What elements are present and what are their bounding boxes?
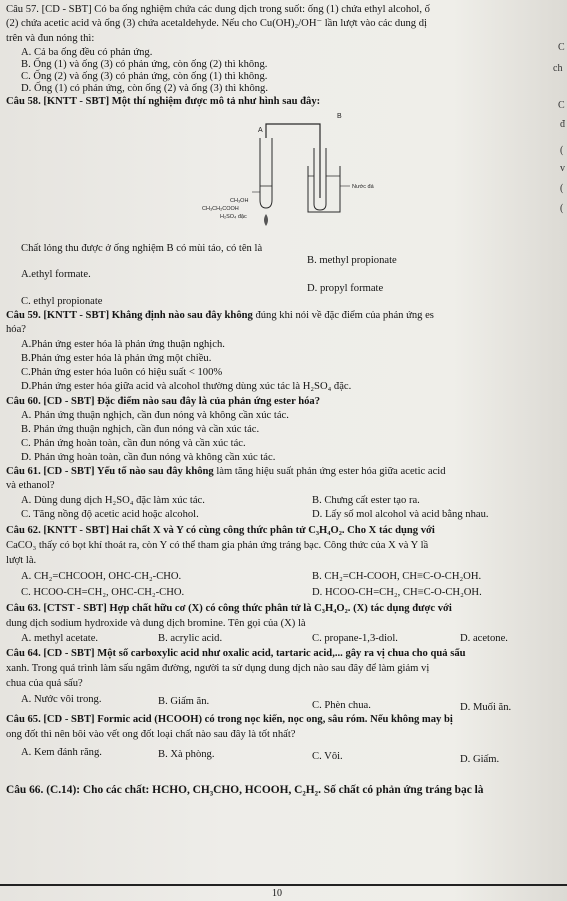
margin-letter: C bbox=[558, 100, 565, 111]
q60-stem-text: Câu 60. [CD - SBT] Đặc điểm nào sau đây là của phản ứng ester hóa? bbox=[6, 396, 321, 407]
q63-line1: Câu 63. [CTST - SBT] Hợp chất hữu cơ (X) có công thức phân tử là C₃H₄O₂. (X) tác dụng được với bbox=[6, 603, 452, 614]
q64-line2: xanh. Trong quá trình làm sấu ngâm đường, người ta sử dụng dung dịch nào sau đây để làm giảm vị bbox=[6, 663, 430, 674]
delivery-tube bbox=[266, 124, 320, 198]
q63-option-a: A. methyl acetate. bbox=[21, 633, 99, 644]
label-b: B bbox=[337, 113, 342, 120]
q57-option-d: D. Ống (1) có phản ứng, còn ống (2) và ống (3) thì không. bbox=[21, 83, 268, 94]
q58-option-a: A.ethyl formate. bbox=[21, 269, 91, 280]
q60-option-d: D. Phản ứng hoàn toàn, cần đun nóng và không cần xúc tác. bbox=[21, 452, 276, 463]
q58-option-b bbox=[21, 255, 397, 267]
q59-option-b: B.Phản ứng ester hóa là phản ứng một chiều. bbox=[21, 353, 212, 364]
q65-line2: ong đốt thì nên bôi vào vết ong đốt loại chất nào sau đây là tốt nhất? bbox=[6, 729, 296, 740]
q61-option-d: D. Lấy số mol alcohol và acid bằng nhau. bbox=[312, 509, 489, 520]
q61-stem-post: làm tăng hiệu suất phản ứng ester hóa giữa acetic acid bbox=[213, 466, 446, 477]
margin-letter: ( bbox=[560, 183, 564, 194]
q58-question: Chất lỏng thu được ở ống nghiệm B có mùi táo, có tên là bbox=[21, 243, 263, 254]
q59-option-a: A.Phản ứng ester hóa là phản ứng thuận nghịch. bbox=[21, 339, 225, 350]
reagent-h2so4: H₂SO₄ đặc bbox=[220, 214, 247, 220]
margin-letter: ( bbox=[560, 203, 564, 214]
q57-line3: trên và đun nóng thì: bbox=[6, 33, 95, 44]
q60-stem bbox=[6, 396, 320, 408]
q61-stem-pre: Câu 61. [CD - SBT] Yếu tố nào sau đây bbox=[6, 466, 186, 477]
q62-line2: CaCO₃ thấy có bọt khí thoát ra, còn Y có thể tham gia phản ứng tráng bạc. Công thức của X và Y lầ bbox=[6, 540, 429, 551]
margin-letter: đ bbox=[560, 119, 565, 130]
q63-option-d: D. acetone. bbox=[460, 633, 508, 644]
q64-option-c: C. Phèn chua. bbox=[312, 700, 371, 711]
margin-letter: v bbox=[560, 163, 565, 174]
q57-line2: (2) chứa acetic acid và ống (3) chứa acetaldehyde. Nếu cho Cu(OH)₂/OH⁻ lần lượt vào các dung dị bbox=[6, 18, 427, 29]
label-a: A bbox=[258, 127, 263, 134]
q58-stem: Câu 58. [KNTT - SBT] Một thí nghiệm được mô tả như hình sau đây: bbox=[6, 96, 321, 107]
q65-option-d: D. Giấm. bbox=[460, 754, 500, 765]
q58-option-c: C. ethyl propionate bbox=[21, 296, 103, 307]
q62-option-c: C. HCOO-CH=CH₂, OHC-CH₂-CHO. bbox=[21, 587, 185, 598]
q57-option-b: B. Ống (1) và ống (3) có phản ứng, còn ống (2) thì không. bbox=[21, 59, 268, 70]
reagent-propionic-acid: CH₃CH₂COOH bbox=[202, 206, 239, 212]
q62-line3: lượt là. bbox=[6, 555, 37, 566]
ice-water-beaker bbox=[308, 166, 340, 212]
q66-line1: Câu 66. (C.14): Cho các chất: HCHO, CH₃CHO, HCOOH, C₂H₂. Số chất có phản ứng tráng bạc là bbox=[6, 784, 484, 796]
q58-option-d-text: D. propyl formate bbox=[307, 283, 384, 294]
q59-stem-post: đúng khi nói về đặc điểm của phản ứng es bbox=[252, 310, 434, 321]
q64-option-a: A. Nước vôi trong. bbox=[21, 694, 102, 705]
q59-stem-pre: Câu 59. [KNTT - SBT] Khẳng định nào sau đây bbox=[6, 310, 225, 321]
q60-option-c: C. Phản ứng hoàn toàn, cần đun nóng và cần xúc tác. bbox=[21, 438, 246, 449]
q57-line1: Câu 57. [CD - SBT] Có ba ống nghiệm chứa các dung dịch trong suốt: ống (1) chứa ethyl alcohol, ố bbox=[6, 4, 430, 15]
q59-line1 bbox=[6, 310, 434, 322]
q63-option-c: C. propane-1,3-diol. bbox=[312, 633, 398, 644]
q58-option-b-text: B. methyl propionate bbox=[307, 255, 397, 266]
margin-letter: ch bbox=[553, 63, 563, 74]
q64-line3: chua của quả sấu? bbox=[6, 678, 83, 689]
q61-line1 bbox=[6, 466, 446, 478]
q62-option-a: A. CH₂=CHCOOH, OHC-CH₂-CHO. bbox=[21, 571, 182, 582]
ice-water-label: Nước đá bbox=[352, 184, 374, 190]
q59-line2: hóa? bbox=[6, 324, 26, 335]
q64-option-d: D. Muối ăn. bbox=[460, 702, 512, 713]
q65-option-b: B. Xà phòng. bbox=[158, 749, 215, 760]
q59-option-c: C.Phản ứng ester hóa luôn có hiệu suất < 100% bbox=[21, 367, 223, 378]
q61-option-b: B. Chưng cất ester tạo ra. bbox=[312, 495, 420, 506]
q64-line1: Câu 64. [CD - SBT] Một số carboxylic acid như oxalic acid, tartaric acid,... gây ra vị chua cho quả sấu bbox=[6, 648, 466, 659]
q57-option-a: A. Cả ba ống đều có phản ứng. bbox=[21, 47, 153, 58]
flame-icon bbox=[264, 214, 268, 226]
q62-line1: Câu 62. [KNTT - SBT] Hai chất X và Y có cùng công thức phân tử C₃H₄O₂. Cho X tác dụng với bbox=[6, 525, 435, 536]
footer-rule bbox=[0, 884, 567, 886]
q61-option-c: C. Tăng nồng độ acetic acid hoặc alcohol. bbox=[21, 509, 199, 520]
q60-option-a: A. Phản ứng thuận nghịch, cần đun nóng và không cần xúc tác. bbox=[21, 410, 289, 421]
page-number: 10 bbox=[272, 888, 282, 899]
q61-stem-bold: không bbox=[185, 466, 214, 477]
q61-line2: và ethanol? bbox=[6, 480, 55, 491]
q65-option-a: A. Kem đánh răng. bbox=[21, 747, 102, 758]
distillation-apparatus-figure bbox=[200, 108, 380, 228]
margin-letter: ( bbox=[560, 145, 564, 156]
q63-option-b: B. acrylic acid. bbox=[158, 633, 223, 644]
q60-option-b: B. Phản ứng thuận nghịch, cần đun nóng và cần xúc tác. bbox=[21, 424, 260, 435]
q61-option-a: A. Dùng dung dịch H₂SO₄ đặc làm xúc tác. bbox=[21, 495, 205, 506]
q63-line2: dung dịch sodium hydroxide và dung dịch bromine. Tên gọi của (X) là bbox=[6, 618, 306, 629]
q62-option-b: B. CH₂=CH-COOH, CH≡C-O-CH₂OH. bbox=[312, 571, 482, 582]
q64-option-b: B. Giấm ăn. bbox=[158, 696, 210, 707]
q59-option-d: D.Phản ứng ester hóa giữa acid và alcohol thường dùng xúc tác là H₂SO₄ đặc. bbox=[21, 381, 352, 392]
q57-option-c: C. Ống (2) và ống (3) có phản ứng, còn ống (1) thì không. bbox=[21, 71, 268, 82]
q65-line1: Câu 65. [CD - SBT] Formic acid (HCOOH) có trong nọc kiến, nọc ong, sâu róm. Nếu không may bị bbox=[6, 714, 453, 725]
reagent-ch3oh: CH₃OH bbox=[230, 198, 249, 204]
q58-option-d bbox=[21, 283, 383, 295]
q59-stem-bold: không bbox=[224, 310, 253, 321]
test-tube-a bbox=[260, 138, 272, 208]
margin-letter: C bbox=[558, 42, 565, 53]
q62-option-d: D. HCOO-CH=CH₂, CH≡C-O-CH₂OH. bbox=[312, 587, 482, 598]
q65-option-c: C. Vôi. bbox=[312, 751, 343, 762]
